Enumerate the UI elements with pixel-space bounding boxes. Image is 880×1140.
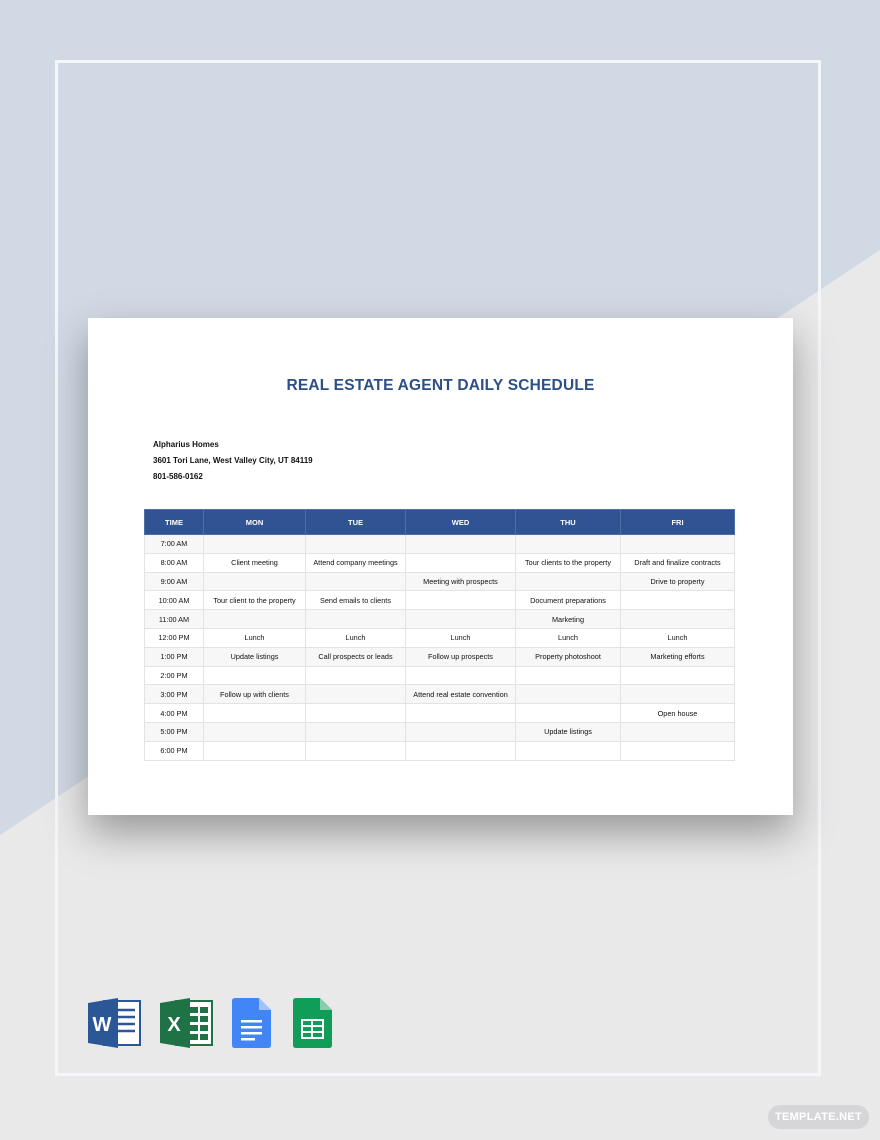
schedule-cell-fri: Drive to property (621, 572, 735, 591)
schedule-cell-tue (306, 722, 406, 741)
document-title: REAL ESTATE AGENT DAILY SCHEDULE (286, 377, 595, 394)
time-cell: 4:00 PM (145, 704, 204, 723)
schedule-cell-wed: Follow up prospects (406, 647, 516, 666)
time-cell: 3:00 PM (145, 685, 204, 704)
schedule-row (145, 553, 735, 572)
schedule-cell-fri (621, 722, 735, 741)
schedule-row (145, 610, 735, 629)
schedule-cell-fri: Open house (621, 704, 735, 723)
company-name: Alpharius Homes (153, 440, 219, 449)
google-docs-icon[interactable] (232, 997, 272, 1054)
schedule-cell-fri: Draft and finalize contracts (621, 553, 735, 572)
time-cell: 10:00 AM (145, 591, 204, 610)
time-cell: 7:00 AM (145, 535, 204, 554)
schedule-cell-tue: Attend company meetings (306, 553, 406, 572)
schedule-cell-fri (621, 685, 735, 704)
schedule-cell-fri (621, 741, 735, 760)
google-sheets-icon[interactable] (293, 997, 333, 1054)
schedule-cell-tue (306, 741, 406, 760)
schedule-cell-fri (621, 666, 735, 685)
time-cell: 11:00 AM (145, 610, 204, 629)
schedule-cell-mon: Lunch (204, 628, 306, 647)
company-info (153, 437, 313, 485)
schedule-row (145, 535, 735, 554)
schedule-cell-thu (516, 666, 621, 685)
schedule-cell-tue (306, 685, 406, 704)
word-icon[interactable] (88, 997, 142, 1054)
schedule-cell-tue (306, 704, 406, 723)
schedule-cell-thu (516, 685, 621, 704)
schedule-cell-mon (204, 722, 306, 741)
schedule-cell-mon (204, 666, 306, 685)
schedule-row (145, 741, 735, 760)
schedule-cell-mon: Update listings (204, 647, 306, 666)
schedule-cell-thu (516, 535, 621, 554)
schedule-cell-fri (621, 591, 735, 610)
header-mon: MON (204, 510, 306, 535)
schedule-cell-wed (406, 704, 516, 723)
company-phone: 801-586-0162 (153, 472, 203, 481)
word-icon-letter: W (92, 1014, 112, 1036)
time-cell: 2:00 PM (145, 666, 204, 685)
schedule-cell-wed: Attend real estate convention (406, 685, 516, 704)
schedule-cell-fri: Lunch (621, 628, 735, 647)
schedule-cell-mon (204, 704, 306, 723)
document-page (88, 318, 793, 815)
schedule-cell-wed (406, 591, 516, 610)
schedule-cell-thu: Update listings (516, 722, 621, 741)
time-cell: 12:00 PM (145, 628, 204, 647)
company-address: 3601 Tori Lane, West Valley City, UT 84119 (153, 456, 313, 465)
schedule-cell-wed (406, 741, 516, 760)
header-time: TIME (145, 510, 204, 535)
schedule-cell-mon (204, 610, 306, 629)
schedule-cell-wed (406, 535, 516, 554)
time-cell: 5:00 PM (145, 722, 204, 741)
schedule-header-row (145, 510, 735, 535)
time-cell: 6:00 PM (145, 741, 204, 760)
schedule-cell-tue: Lunch (306, 628, 406, 647)
schedule-cell-thu: Marketing (516, 610, 621, 629)
schedule-table (144, 509, 735, 761)
schedule-cell-wed (406, 610, 516, 629)
schedule-cell-thu: Lunch (516, 628, 621, 647)
schedule-row (145, 685, 735, 704)
schedule-cell-wed (406, 666, 516, 685)
schedule-cell-tue (306, 572, 406, 591)
schedule-row (145, 722, 735, 741)
header-fri: FRI (621, 510, 735, 535)
schedule-row (145, 572, 735, 591)
schedule-cell-tue: Send emails to clients (306, 591, 406, 610)
schedule-cell-tue: Call prospects or leads (306, 647, 406, 666)
schedule-cell-mon (204, 741, 306, 760)
schedule-row (145, 704, 735, 723)
template-net-watermark[interactable]: TEMPLATE.NET (768, 1105, 869, 1129)
schedule-cell-thu: Document preparations (516, 591, 621, 610)
schedule-cell-mon (204, 535, 306, 554)
schedule-cell-tue (306, 535, 406, 554)
schedule-cell-wed: Lunch (406, 628, 516, 647)
schedule-cell-thu: Tour clients to the property (516, 553, 621, 572)
schedule-cell-mon (204, 572, 306, 591)
schedule-cell-thu (516, 704, 621, 723)
excel-icon-letter: X (167, 1014, 181, 1036)
schedule-cell-wed (406, 722, 516, 741)
schedule-row (145, 666, 735, 685)
time-cell: 9:00 AM (145, 572, 204, 591)
schedule-cell-fri (621, 535, 735, 554)
schedule-row (145, 591, 735, 610)
schedule-cell-mon: Tour client to the property (204, 591, 306, 610)
schedule-row (145, 628, 735, 647)
time-cell: 8:00 AM (145, 553, 204, 572)
header-thu: THU (516, 510, 621, 535)
schedule-cell-thu: Property photoshoot (516, 647, 621, 666)
schedule-cell-fri (621, 610, 735, 629)
schedule-cell-tue (306, 666, 406, 685)
schedule-cell-fri: Marketing efforts (621, 647, 735, 666)
schedule-cell-thu (516, 741, 621, 760)
excel-icon[interactable] (160, 997, 214, 1054)
time-cell: 1:00 PM (145, 647, 204, 666)
schedule-cell-mon: Client meeting (204, 553, 306, 572)
schedule-body (145, 535, 735, 761)
schedule-cell-wed: Meeting with prospects (406, 572, 516, 591)
schedule-cell-tue (306, 610, 406, 629)
schedule-row (145, 647, 735, 666)
schedule-cell-wed (406, 553, 516, 572)
header-wed: WED (406, 510, 516, 535)
header-tue: TUE (306, 510, 406, 535)
schedule-cell-mon: Follow up with clients (204, 685, 306, 704)
schedule-cell-thu (516, 572, 621, 591)
